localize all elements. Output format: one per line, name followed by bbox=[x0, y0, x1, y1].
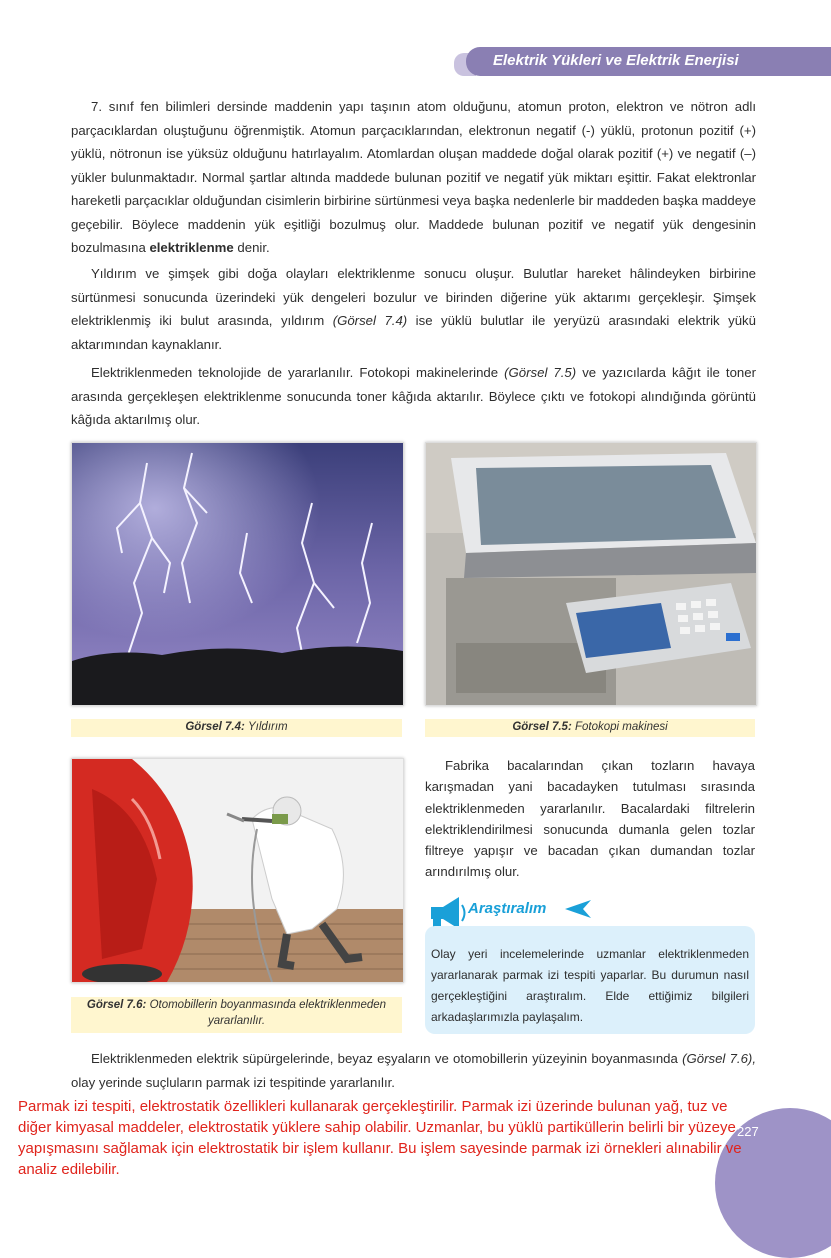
research-title: Araştıralım bbox=[468, 900, 547, 917]
keyword-elektriklenme: elektriklenme bbox=[149, 240, 234, 255]
paragraph-text: olay yerinde suçluların parmak izi tespitinde yararlanılır. bbox=[71, 1074, 395, 1090]
paragraph-text: Yıldırım ve şimşek gibi doğa olayları elektriklenme sonucu oluşur. Bulutlar hareket hâlindeyken birbirine sürtünmesi sonucunda üzerindeki yük dengeleri bozulur ve birinden diğerine yük aktarımı gerçekleşir. Şimşek elektriklenmiş iki bulut arasında, yıldırım bbox=[71, 266, 756, 328]
paragraph-text: Elektriklenmeden elektrik süpürgelerinde, beyaz eşyaların ve otomobillerin yüzeyinin boyanmasında bbox=[91, 1051, 683, 1066]
figure-reference: (Görsel 7.4) bbox=[332, 313, 408, 328]
paragraph-1 bbox=[71, 95, 756, 260]
caption-text: Yıldırım bbox=[248, 721, 288, 733]
figure-7-6-caption bbox=[71, 997, 402, 1033]
figure-reference: (Görsel 7.6), bbox=[682, 1051, 756, 1066]
caption-text: Fotokopi makinesi bbox=[574, 721, 668, 733]
figure-reference: (Görsel 7.5) bbox=[504, 365, 577, 380]
caption-label: Görsel 7.4: bbox=[185, 721, 245, 733]
paragraph-5 bbox=[71, 1047, 756, 1094]
arrow-icon bbox=[565, 898, 593, 920]
car-painting-image bbox=[71, 758, 404, 983]
chapter-title: Elektrik Yükleri ve Elektrik Enerjisi bbox=[493, 52, 739, 69]
paragraph-4: Fabrika bacalarından çıkan tozların havaya karışmadan yani bacadayken tutulması sırasında elektriklenmeden yararlanılır. Bacalardaki filtrelerin elektriklendirilmesi sonucunda dumanla gelen tozlar filtreye yapışır ve bacadan çıkan dumandan tozlar arındırılmış olur. bbox=[425, 758, 755, 880]
paragraph-text: ve yazıcılarda kâğıt ile toner arasında gerçekleşen elektriklenme sonucunda toner kâğıda aktarılır. Böylece çıktı ve fotokopi alındığında görüntü kâğıda aktarılmış olur. bbox=[71, 365, 756, 427]
research-text: Olay yeri incelemelerinde uzmanlar elektriklenmeden yararlanarak parmak izi tespiti yaparlar. Bu durumun nasıl gerçekleştiğini araştıralım. Elde ettiğimiz bilgileri arkadaşlarımızla paylaşalım. bbox=[431, 947, 749, 1024]
photocopier-image bbox=[425, 442, 757, 706]
page-number: 227 bbox=[737, 1124, 759, 1139]
paragraph-text: Elektriklenmeden teknolojide de yararlanılır. Fotokopi makinelerinde bbox=[91, 365, 505, 380]
paragraph-text: 7. sınıf fen bilimleri dersinde maddenin yapı taşının atom olduğunu, atomun proton, elektron ve nötron adlı parçacıklardan oluştuğunu öğrenmiştik. Atomun parçacıklarından, elektronun negatif (-) yüklü, protonun pozitif (+) yüklü, nötronun ise yüksüz olduğunu hatırlayalım. Atomlardan oluşan maddede doğal olarak pozitif (+) ve negatif (–) yükler bulunmaktadır. Normal şartlar altında maddede bulunan pozitif ve negatif yük miktarı eşittir. Fakat elektronlar hareketli parçacıklar olduğundan cisimlerin birbirine sürtünmesi veya başka nedenlerle bir maddeden başka maddeye geçebilir. Böylece maddenin yük eşitliği bozulmuş olur. Maddede bulunan pozitif ve negatif yük dengesinin bozulmasına bbox=[71, 99, 756, 255]
red-annotation-note: Parmak izi tespiti, elektrostatik özellikleri kullanarak gerçekleştirilir. Parmak izi üzerinde bulunan yağ, tuz ve diğer kimyasal maddeler, elektrostatik yüklere sahip olabilir. Uzmanlar, bu yüklü partiküllerin belirli bir yüzeye yapışmasını sağlamak için elektrostatik bir işlem kullanır. Bu işlem sayesinde parmak izi örnekleri alınabilir ve analiz edilebilir. bbox=[18, 1098, 742, 1178]
lightning-image bbox=[71, 442, 404, 706]
figure-7-5-caption bbox=[425, 719, 755, 737]
caption-label: Görsel 7.6: bbox=[86, 999, 147, 1011]
caption-label: Görsel 7.5: bbox=[512, 721, 572, 733]
figure-7-4-caption bbox=[71, 719, 402, 737]
paragraph-3 bbox=[71, 361, 756, 432]
paragraph-text: denir. bbox=[233, 240, 270, 255]
caption-text: Otomobillerin boyanmasında elektriklenmeden yararlanılır. bbox=[149, 999, 387, 1027]
paragraph-2 bbox=[71, 262, 756, 356]
paragraph-text: ise yüklü bulutlar ile yeryüzü arasındaki elektrik yükü aktarımından kaynaklanır. bbox=[71, 313, 756, 352]
